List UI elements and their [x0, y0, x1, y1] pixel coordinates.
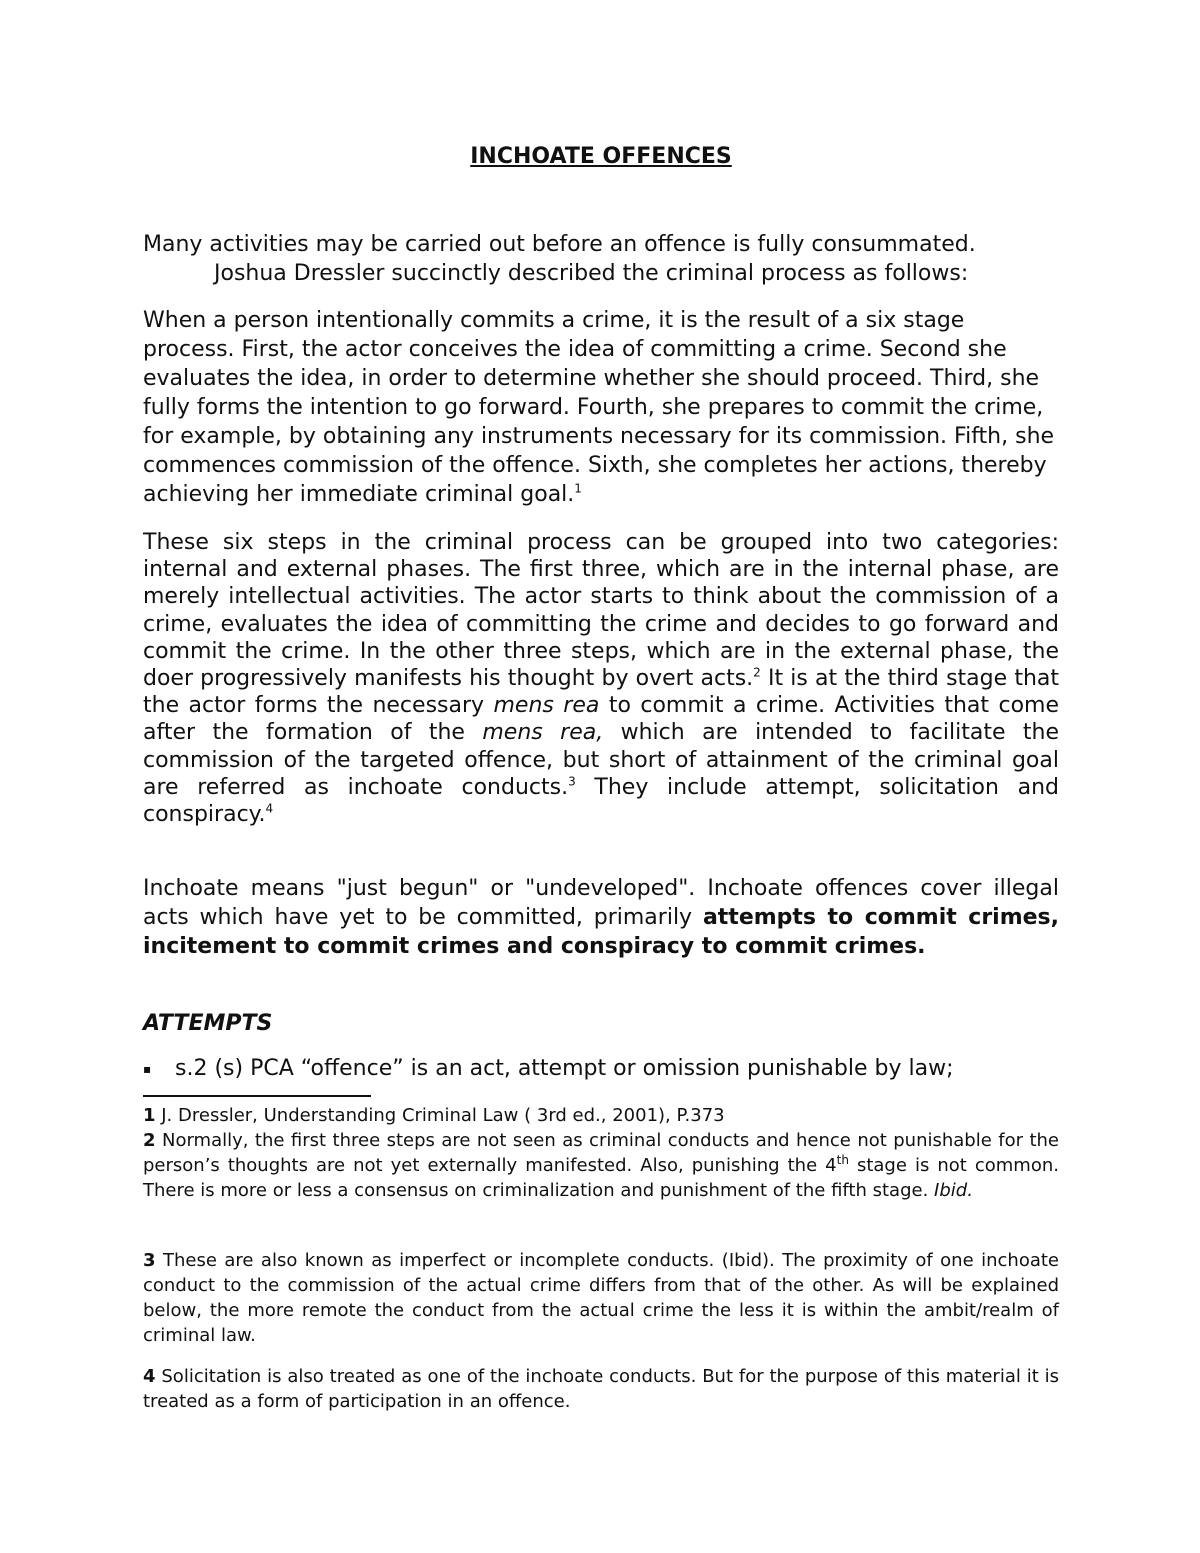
footnote-2-ibid: Ibid.: [934, 1180, 973, 1201]
footnote-separator: [143, 1095, 371, 1097]
intro-line-2: Joshua Dressler succinctly described the criminal process as follows:: [214, 261, 969, 286]
footnote-1: [143, 1103, 1059, 1128]
footnote-ref-3: 3: [568, 774, 576, 789]
footnote-2-superscript: th: [836, 1153, 849, 1167]
steps-part-4: which are intended to facilitate the commission of the targeted offence, but short of attainment of the criminal goal are referred as inchoate conducts.: [143, 720, 1060, 800]
mens-rea-term-1: mens rea: [493, 693, 600, 719]
page-title: INCHOATE OFFENCES: [470, 144, 732, 169]
footnote-ref-4: 4: [265, 801, 274, 816]
footnote-2-text-a: Normally, the first three steps are not seen as criminal conducts and hence not punishable for the person’s thoughts are not yet externally manifested. Also, punishing the 4: [143, 1130, 1059, 1176]
inchoate-definition-paragraph: [143, 874, 1059, 961]
footnote-2: [143, 1128, 1059, 1203]
dressler-quote: [143, 306, 1059, 509]
footnote-1-number: 1: [143, 1105, 156, 1126]
footnote-1-text: J. Dressler, Understanding Criminal Law ( 3rd ed., 2001), P.373: [155, 1105, 725, 1126]
footnote-3-text: These are also known as imperfect or incomplete conducts. (Ibid). The proximity of one inchoate conduct to the commission of the actual crime differs from that of the other. As will be explained below, the more remote the conduct from the actual crime the less it is within the ambit/realm of criminal law.: [143, 1250, 1059, 1346]
footnote-4-text: Solicitation is also treated as one of the inchoate conducts. But for the purpose of this material it is treated as a form of participation in an offence.: [143, 1366, 1059, 1412]
intro-line-1: Many activities may be carried out before an offence is fully consummated.: [143, 232, 976, 257]
footnote-4: [143, 1364, 1059, 1414]
footnote-3: [143, 1248, 1059, 1348]
footnote-ref-2: 2: [753, 665, 761, 680]
steps-part-3: to commit a crime. Activities that come after the formation of the: [143, 693, 1059, 746]
intro-paragraph: [143, 230, 1059, 288]
attempts-heading: ATTEMPTS: [143, 1011, 273, 1036]
document-page: [143, 0, 1059, 1553]
mens-rea-term-2: mens rea,: [482, 720, 604, 746]
steps-part-5: They include attempt, solicitation and conspiracy.: [143, 774, 1060, 828]
inchoate-text: Inchoate means "just begun" or "undeveloped". Inchoate offences cover illegal acts which have yet to be committed, primarily: [143, 876, 1059, 930]
six-steps-paragraph: [143, 529, 1059, 828]
footnote-2-number: 2: [143, 1130, 156, 1151]
footnote-3-number: 3: [143, 1250, 156, 1271]
bullet-list-item: [143, 1054, 1059, 1084]
quote-text: When a person intentionally commits a crime, it is the result of a six stage process. First, the actor conceives the idea of committing a crime. Second she evaluates the idea, in order to determine whether she should proceed. Third, she fully forms the intention to go forward. Fourth, she prepares to commit the crime, for example, by obtaining any instruments necessary for its commission. Fifth, she commences commission of the offence. Sixth, she completes her actions, thereby achieving her immediate criminal goal.: [143, 308, 1055, 507]
inchoate-bold-text: attempts to commit crimes, incitement to commit crimes and conspiracy to commit crimes.: [143, 905, 1060, 959]
steps-part-1: These six steps in the criminal process can be grouped into two categories: internal and external phases. The first three, which are in the internal phase, are merely intellectual activities. The actor starts to think about the commission of a crime, evaluates the idea of committing the crime and decides to go forward and commit the crime. In the other three steps, which are in the external phase, the doer progressively manifests his thought by overt acts.: [143, 530, 1059, 692]
footnote-2-text-b: stage is not common. There is more or less a consensus on criminalization and punishment of the fifth stage.: [143, 1155, 1059, 1201]
footnote-4-number: 4: [143, 1366, 156, 1387]
square-bullet-icon: ▪: [143, 1062, 152, 1076]
footnote-ref-1: 1: [574, 481, 582, 496]
bullet-text: s.2 (s) PCA “offence” is an act, attempt or omission punishable by law;: [175, 1056, 954, 1081]
steps-part-2: It is at the third stage that the actor forms the necessary: [143, 666, 1059, 719]
